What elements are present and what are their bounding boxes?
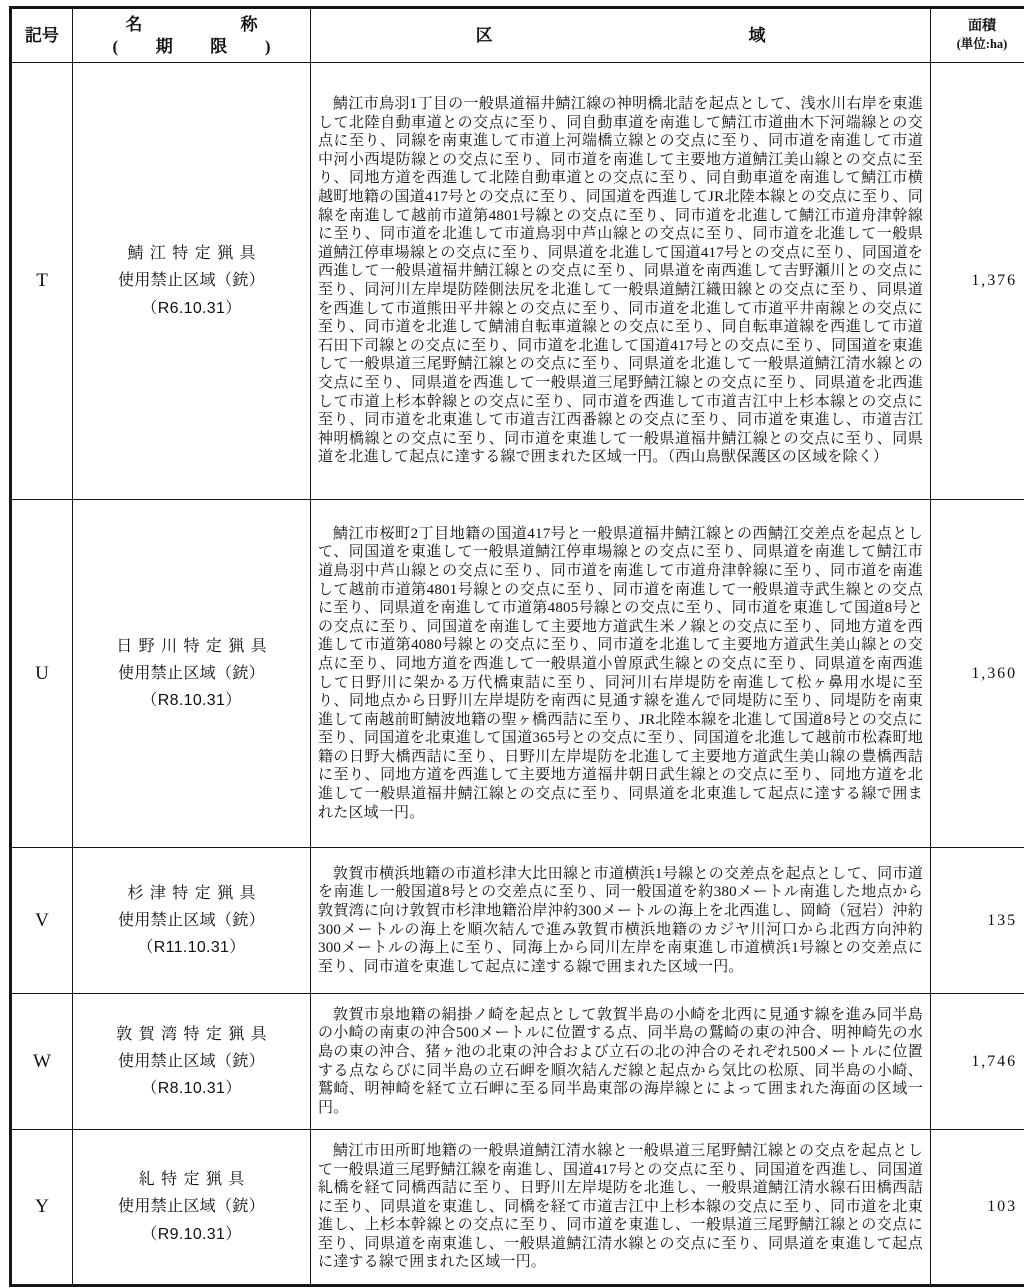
row-symbol: Y: [11, 1130, 73, 1286]
row-name-period: （R6.10.31）: [141, 299, 242, 317]
table-row: [11, 63, 1024, 500]
row-symbol: T: [11, 63, 73, 500]
row-name-title: 鯖江特定猟具: [127, 245, 262, 263]
header-row: [11, 8, 1024, 63]
row-name-title: 杉津特定猟具: [127, 884, 262, 902]
row-area-value: 1,376: [931, 63, 1024, 500]
header-name: [73, 8, 311, 63]
row-name-subtitle: 使用禁止区域（銃）: [118, 1052, 265, 1070]
row-name-period: （R8.10.31）: [141, 692, 242, 710]
row-name-period: （R9.10.31）: [141, 1225, 242, 1243]
row-name-title: 敦賀湾特定猟具: [116, 1025, 274, 1043]
header-name-label: 名称: [125, 15, 258, 35]
header-area: [931, 8, 1024, 63]
row-district-description: 鯖江市鳥羽1丁目の一般県道福井鯖江線の神明橋北詰を起点として、浅水川右岸を東進して北陸自動車道との交点に至り、同自動車道を南進して鯖江市道曲木下河端線との交点に至り、同線を南東進して市道上河端橋立線との交点に至り、同市道を南進して市道中河小西堤防線との交点に至り、同市道を南進して主要地方道鯖江美山線との交点に至り、同地方道を西進して北陸自動車道との交点に至り、同自動車道を南進して鯖江市横越町地籍の国道417号との交点に至り、同国道を西進してJR北陸本線との交点に至り、同線を南進して越前市道第4801号線との交点に至り、同市道を北進して鯖江市道舟津幹線に至り、同市道を北進して市道鳥羽中芦山線との交点に至り、同市道を北進して一般県道鯖江停車場線との交点に至り、同県道を北進して国道417号との交点に至り、同国道を西進して一般県道福井鯖江線との交点に至り、同県道を南西進して吉野瀬川との交点に至り、同河川左岸堤防陸側法尻を北進して一般県道鯖江織田線との交点に至り、同県道を西進して市道熊田平井線との交点に至り、同市道を北進して市道平井南線との交点に至り、同市道を北進して鯖浦自転車道線との交点に至り、同自転車道線を西進して市道石田下司線との交点に至り、同市道を北進して国道417号との交点に至り、同国道を東進して一般県道三尾野鯖江線との交点に至り、同県道を北進して一般県道鯖江清水線との交点に至り、同県道を西進して一般県道三尾野鯖江線との交点に至り、同県道を北西進して市道上杉本幹線との交点に至り、同市道を西進して市道吉江中上杉本線との交点に至り、同市道を北東進して市道吉江西番線との交点に至り、同市道を東進し、市道吉江神明橋線との交点に至り、同市道を東進して一般県道福井鯖江線との交点に至り、同県道を北進して起点に達する線で囲まれた区域一円。（西山鳥獣保護区の区域を除く）: [318, 96, 923, 466]
row-symbol: W: [11, 994, 73, 1130]
row-name-title: 日野川特定猟具: [116, 637, 274, 655]
restriction-area-table: [9, 6, 1024, 1287]
row-symbol: U: [11, 500, 73, 848]
row-district-description: 敦賀市泉地籍の絹掛ノ崎を起点として敦賀半島の小崎を北西に見通す線を進み同半島の小崎の南東の沖合500メートルに位置する点、同半島の鷲崎の東の沖合、明神崎先の水島の東の沖合、猪ヶ池の北東の沖合および立石の北の沖合のそれぞれ500メートルに位置する点ならびに同半島の立石岬を順次結んだ線と起点から気比の松原、同半島の小崎、鷲崎、明神崎を経て立石岬に至る同半島東部の海岸線とによって囲まれた海面の区域一円。: [318, 1006, 923, 1116]
table-row: [11, 1130, 1024, 1286]
header-period-label: (期限): [112, 36, 271, 56]
row-name: [73, 500, 311, 848]
header-symbol: [11, 8, 73, 63]
row-district-description: 敦賀市横浜地籍の市道杉津大比田線と市道横浜1号線との交差点を起点として、同市道を南進し一般国道8号との交差点に至り、同一般国道を約380メートル南進した地点から敦賀湾に向け敦賀市杉津地籍沿岸沖約300メートルの海上を北西進し、岡崎（冠岩）沖約300メートルの海上を順次結んで進み敦賀市横浜地籍のカジヤ川河口から北西方向沖約300メートルの海上に至り、同海上から同川左岸を南東進し市道横浜1号線との交差点に至り、同市道を東進して起点に達する線で囲まれた区域一円。: [318, 865, 923, 975]
row-name: [73, 1130, 311, 1286]
row-district-cell: [311, 500, 931, 848]
row-name: [73, 994, 311, 1130]
row-area-value: 1,360: [931, 500, 1024, 848]
row-district-description: 鯖江市桜町2丁目地籍の国道417号と一般県道福井鯖江線との西鯖江交差点を起点として、同国道を東進して一般県道鯖江停車場線との交点に至り、同県道を南進して鯖江市道鳥羽中芦山線との交点に至り、同市道を南進して市道舟津幹線に至り、同市道を南進して越前市道第4801号線との交点に至り、同市道を南進して一般県道寺武生線との交点に至り、同県道を南進して市道第4805号線との交点に至り、同市道を東進して国道8号との交点に至り、同国道を南進して主要地方道武生米ノ線との交点に至り、同地方道を西進して市道第4080号線との交点に至り、同市道を北進して主要地方道武生美山線との交点に至り、同地方道を西進して一般県道小曽原武生線との交点に至り、同県道を南西進して日野川に架かる万代橋東詰に至り、同河川右岸堤防を南進して松ヶ鼻用水堤に至り、同地点から日野川左岸堤防を南西に見通す線を進んで同堤防に至り、同堤防を南東進して南越前町鯖波地籍の聖ヶ橋西詰に至り、JR北陸本線を北進して国道8号との交点に至り、同国道を北東進して国道365号との交点に至り、同国道を北進して越前市松森町地籍の日野大橋西詰に至り、日野川左岸堤防を北進して主要地方道武生美山線の豊橋西詰に至り、同地方道を西進して主要地方道福井朝日武生線との交点に至り、同地方道を北進して一般県道福井鯖江線との交点に至り、同県道を北東進して起点に達する線で囲まれた区域一円。: [318, 525, 923, 821]
row-district-description: 鯖江市田所町地籍の一般県道鯖江清水線と一般県道三尾野鯖江線との交点を起点として一般県道三尾野鯖江線を南進し、国道417号との交点に至り、同国道を西進し、同国道糺橋を経て同橋西詰に至り、日野川左岸堤防を北進し、一般県道鯖江清水線石田橋西詰に至り、同県道を東進し、同橋を経て市道吉江中上杉本線の交点に至り、同市道を北東進し、上杉本幹線との交点に至り、同市道を東進し、一般県道三尾野鯖江線との交点に至り、同県道を南東進し、一般県道鯖江清水線との交点に至り、同県道を東進して起点に達する線で囲まれた区域一円。: [318, 1142, 923, 1271]
row-name-period: （R11.10.31）: [137, 939, 246, 957]
row-area-value: 1,746: [931, 994, 1024, 1130]
row-district-cell: [311, 994, 931, 1130]
row-name-title: 糺特定猟具: [138, 1171, 251, 1189]
row-name-subtitle: 使用禁止区域（銃）: [118, 664, 265, 682]
row-name-subtitle: 使用禁止区域（銃）: [118, 272, 265, 290]
header-area-label: 面積: [968, 19, 996, 34]
row-name-subtitle: 使用禁止区域（銃）: [118, 911, 265, 929]
row-district-cell: [311, 63, 931, 500]
table-row: [11, 848, 1024, 994]
row-name-period: （R8.10.31）: [141, 1080, 242, 1098]
header-area-unit: (単位:ha): [956, 36, 1008, 51]
header-district-label: 区域: [475, 25, 766, 45]
row-area-value: 135: [931, 848, 1024, 994]
row-area-value: 103: [931, 1130, 1024, 1286]
row-name: [73, 848, 311, 994]
table-row: [11, 500, 1024, 848]
row-name: [73, 63, 311, 500]
row-district-cell: [311, 848, 931, 994]
header-symbol-label: 記号: [25, 25, 59, 45]
table-row: [11, 994, 1024, 1130]
row-symbol: V: [11, 848, 73, 994]
row-name-subtitle: 使用禁止区域（銃）: [118, 1198, 265, 1216]
row-district-cell: [311, 1130, 931, 1286]
header-district: [311, 8, 931, 63]
